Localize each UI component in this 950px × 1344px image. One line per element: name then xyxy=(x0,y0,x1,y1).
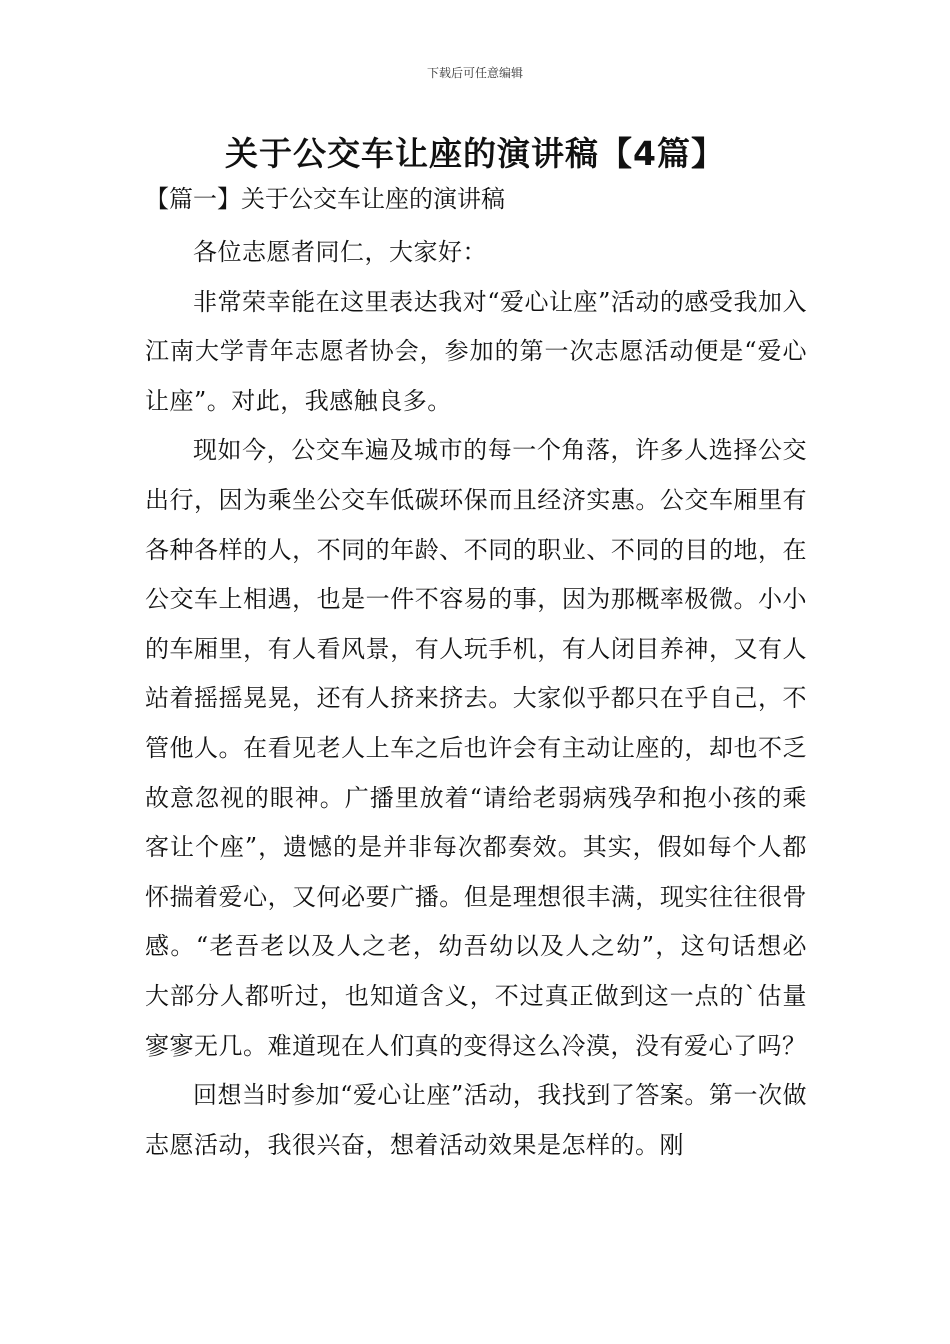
paragraph-intro: 非常荣幸能在这里表达我对“爱心让座”活动的感受我加入江南大学青年志愿者协会，参加的第一次志愿活动便是“爱心让座”。对此，我感触良多。 xyxy=(145,287,807,415)
paragraph-greeting: 各位志愿者同仁，大家好： xyxy=(193,238,487,266)
section-heading: 【篇一】关于公交车让座的演讲稿 xyxy=(145,185,505,213)
paragraph-recall: 回想当时参加“爱心让座”活动，我找到了答案。第一次做志愿活动，我很兴奋，想着活动效果是怎样的。刚 xyxy=(145,1081,807,1159)
header-note: 下载后可任意编辑 xyxy=(426,66,523,80)
document-title: 关于公交车让座的演讲稿【4篇】 xyxy=(225,134,725,173)
document-body xyxy=(145,228,807,1170)
paragraph-bus-scene: 现如今，公交车遍及城市的每一个角落，许多人选择公交出行，因为乘坐公交车低碳环保而且经济实惠。公交车厢里有各种各样的人，不同的年龄、不同的职业、不同的目的地，在公交车上相遇，也是一件不容易的事，因为那概率极微。小小的车厢里，有人看风景，有人玩手机，有人闭目养神，又有人站着摇摇晃晃，还有人挤来挤去。大家似乎都只在乎自己，不管他人。在看见老人上车之后也许会有主动让座的，却也不乏故意忽视的眼神。广播里放着“请给老弱病残孕和抱小孩的乘客让个座”，遗憾的是并非每次都奏效。其实，假如每个人都怀揣着爱心，又何必要广播。但是理想很丰满，现实往往很骨感。“老吾老以及人之老，幼吾幼以及人之幼”，这句话想必大部分人都听过，也知道含义，不过真正做到这一点的`估量寥寥无几。难道现在人们真的变得这么冷漠，没有爱心了吗？ xyxy=(145,436,807,1060)
